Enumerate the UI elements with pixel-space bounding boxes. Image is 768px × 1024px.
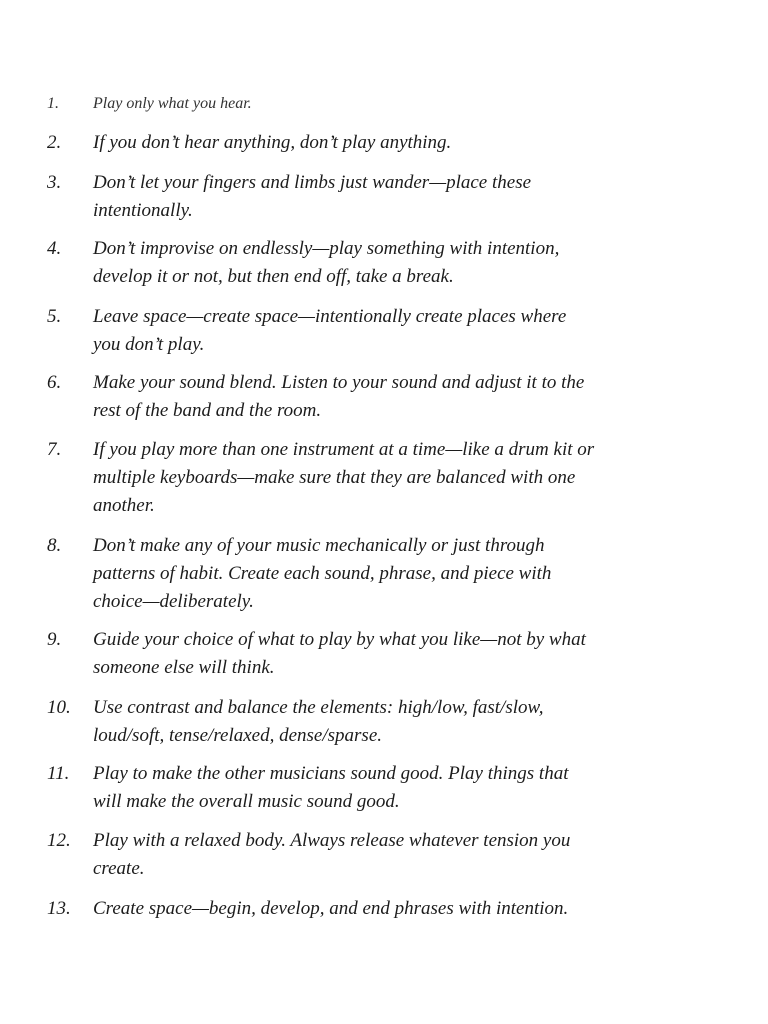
item-line: multiple keyboards—make sure that they are balanced with one — [93, 467, 576, 488]
item-text — [93, 694, 693, 750]
item-number: 9. — [47, 629, 62, 650]
item-line: Play only what you hear. — [93, 95, 252, 112]
item-text — [93, 129, 693, 157]
item-line: Use contrast and balance the elements: high/low, fast/slow, — [93, 697, 544, 718]
item-line: another. — [93, 495, 155, 516]
item-line: Don’t improvise on endlessly—play something with intention, — [93, 238, 560, 259]
item-line: choice—deliberately. — [93, 591, 254, 612]
item-line: Create space—begin, develop, and end phrases with intention. — [93, 898, 569, 919]
item-number: 12. — [47, 830, 71, 851]
item-line: rest of the band and the room. — [93, 400, 322, 421]
item-text — [93, 626, 693, 682]
item-number: 6. — [47, 372, 62, 393]
item-line: patterns of habit. Create each sound, phrase, and piece with — [93, 563, 552, 584]
item-number: 13. — [47, 898, 71, 919]
item-number: 11. — [47, 763, 70, 784]
item-line: Make your sound blend. Listen to your sound and adjust it to the — [93, 372, 585, 393]
item-line: intentionally. — [93, 200, 193, 221]
item-number: 1. — [47, 95, 59, 112]
item-number: 3. — [47, 172, 62, 193]
item-line: Guide your choice of what to play by what you like—not by what — [93, 629, 586, 650]
item-number: 2. — [47, 132, 62, 153]
item-number: 10. — [47, 697, 71, 718]
item-number: 8. — [47, 535, 62, 556]
item-line: If you play more than one instrument at a time—like a drum kit or — [93, 439, 595, 460]
item-line: develop it or not, but then end off, take a break. — [93, 266, 454, 287]
item-line: Leave space—create space—intentionally create places where — [93, 306, 567, 327]
item-text — [93, 93, 693, 115]
item-text — [93, 760, 693, 816]
item-line: Don’t make any of your music mechanically or just through — [93, 535, 545, 556]
item-number: 7. — [47, 439, 62, 460]
item-text — [93, 303, 693, 359]
item-number: 4. — [47, 238, 62, 259]
item-line: someone else will think. — [93, 657, 275, 678]
item-text — [93, 532, 693, 616]
item-line: Play to make the other musicians sound good. Play things that — [93, 763, 569, 784]
item-line: Don’t let your fingers and limbs just wander—place these — [93, 172, 532, 193]
item-line: will make the overall music sound good. — [93, 791, 400, 812]
item-line: you don’t play. — [93, 334, 205, 355]
item-line: create. — [93, 858, 145, 879]
item-text — [93, 827, 693, 883]
item-line: loud/soft, tense/relaxed, dense/sparse. — [93, 725, 382, 746]
item-line: Play with a relaxed body. Always release whatever tension you — [93, 830, 571, 851]
item-text — [93, 369, 693, 425]
item-text — [93, 436, 693, 520]
item-text — [93, 235, 693, 291]
item-text — [93, 169, 693, 225]
item-number: 5. — [47, 306, 62, 327]
item-text — [93, 895, 693, 923]
item-line: If you don’t hear anything, don’t play anything. — [93, 132, 452, 153]
